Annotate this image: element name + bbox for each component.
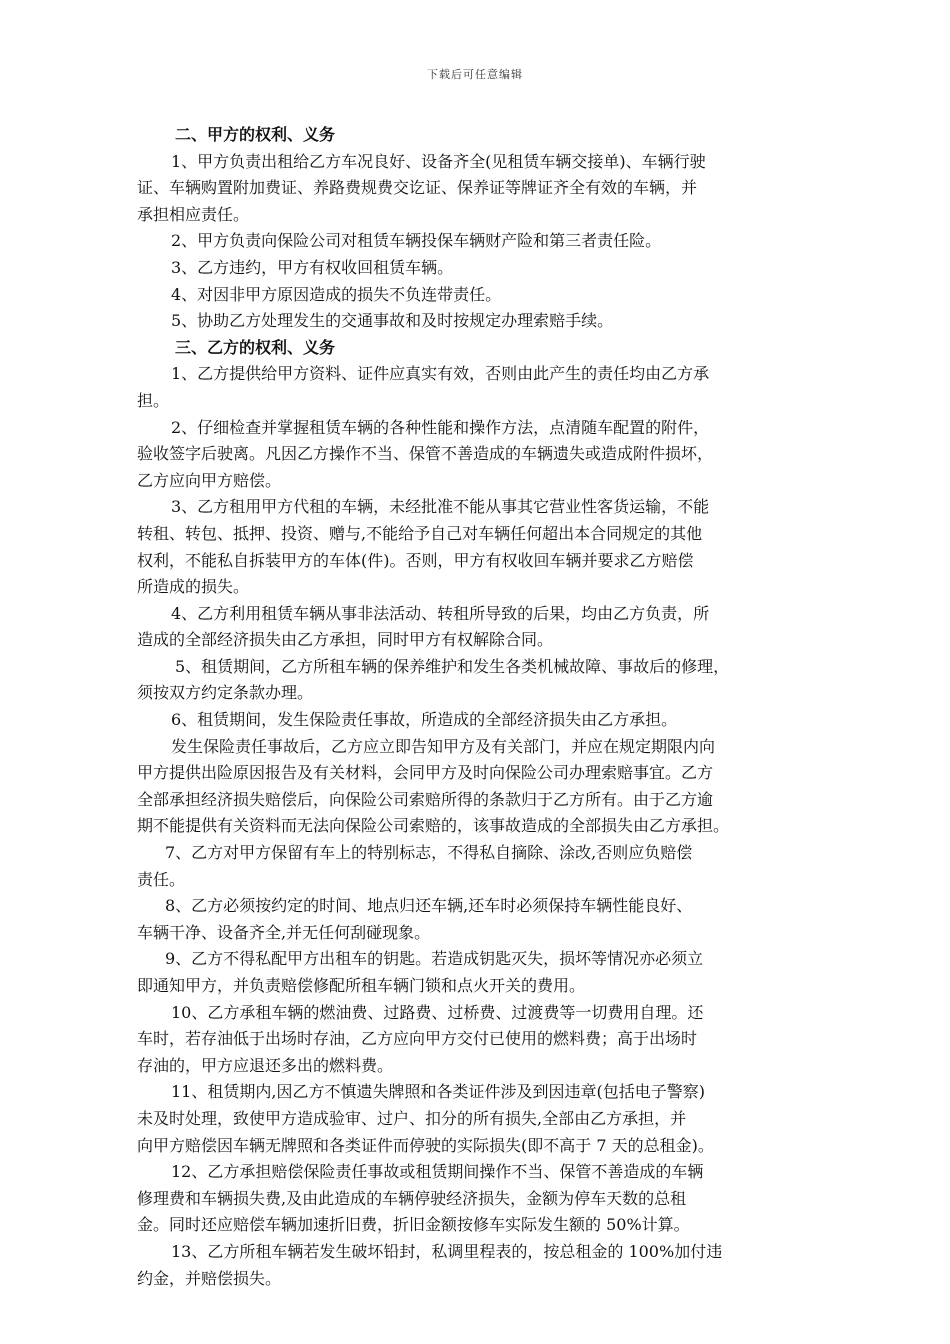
paragraph-line: 11、租赁期内,因乙方不慎遗失牌照和各类证件涉及到因违章(包括电子警察) <box>171 1082 705 1102</box>
paragraph-line: 期不能提供有关资料而无法向保险公司索赔的，该事故造成的全部损失由乙方承担。 <box>137 816 730 836</box>
section-heading: 三、乙方的权利、义务 <box>175 337 336 357</box>
paragraph-line: 约金，并赔偿损失。 <box>137 1268 282 1288</box>
paragraph-line: 全部承担经济损失赔偿后，向保险公司索赔所得的条款归于乙方所有。由于乙方逾 <box>137 789 714 809</box>
paragraph-line: 所造成的损失。 <box>137 577 250 597</box>
section-heading: 二、甲方的权利、义务 <box>175 125 336 144</box>
paragraph-line: 权利，不能私自拆装甲方的车体(件)。否则，甲方有权收回车辆并要求乙方赔偿 <box>137 550 694 570</box>
paragraph-line: 6、租赁期间，发生保险责任事故，所造成的全部经济损失由乙方承担。 <box>171 710 678 730</box>
paragraph-line: 12、乙方承担赔偿保险责任事故或租赁期间操作不当、保管不善造成的车辆 <box>171 1162 704 1182</box>
paragraph-line: 4、对因非甲方原因造成的损失不负连带责任。 <box>171 284 502 304</box>
paragraph-line: 1、乙方提供给甲方资料、证件应真实有效，否则由此产生的责任均由乙方承 <box>171 364 710 384</box>
paragraph-line: 车时，若存油低于出场时存油，乙方应向甲方交付已使用的燃料费；高于出场时 <box>137 1029 698 1049</box>
paragraph-line: 证、车辆购置附加费证、养路费规费交讫证、保养证等牌证齐全有效的车辆，并 <box>137 178 698 198</box>
paragraph-line: 5、租赁期间，乙方所租车辆的保养维护和发生各类机械故障、事故后的修理， <box>175 656 730 676</box>
paragraph-line: 发生保险责任事故后，乙方应立即告知甲方及有关部门，并应在规定期限内向 <box>171 736 716 756</box>
paragraph-line: 造成的全部经济损失由乙方承担，同时甲方有权解除合同。 <box>137 630 554 650</box>
paragraph-line: 修理费和车辆损失费,及由此造成的车辆停驶经济损失，金额为停车天数的总租 <box>137 1188 687 1208</box>
document-body <box>137 122 817 1292</box>
paragraph-line: 责任。 <box>137 869 186 889</box>
paragraph-line: 8、乙方必须按约定的时间、地点归还车辆,还车时必须保持车辆性能良好、 <box>165 896 693 916</box>
paragraph-line: 3、乙方租用甲方代租的车辆，未经批准不能从事其它营业性客货运输，不能 <box>171 497 710 517</box>
paragraph-line: 4、乙方利用租赁车辆从事非法活动、转租所导致的后果，均由乙方负责，所 <box>171 603 710 623</box>
page-header-note: 下载后可任意编辑 <box>427 68 523 81</box>
paragraph-line: 向甲方赔偿因车辆无牌照和各类证件而停驶的实际损失(即不高于 7 天的总租金)。 <box>137 1135 714 1155</box>
paragraph-line: 转租、转包、抵押、投资、赠与,不能给予自己对车辆任何超出本合同规定的其他 <box>137 523 703 543</box>
paragraph-line: 1、甲方负责出租给乙方车况良好、设备齐全(见租赁车辆交接单)、车辆行驶 <box>171 151 706 171</box>
paragraph-line: 乙方应向甲方赔偿。 <box>137 470 282 490</box>
paragraph-line: 3、乙方违约，甲方有权收回租赁车辆。 <box>171 257 454 277</box>
paragraph-line: 7、乙方对甲方保留有车上的特别标志，不得私自摘除、涂改,否则应负赔偿 <box>165 843 693 863</box>
paragraph-line: 存油的，甲方应退还多出的燃料费。 <box>137 1055 394 1075</box>
paragraph-line: 车辆干净、设备齐全,并无任何刮碰现象。 <box>137 922 431 942</box>
paragraph-line: 2、仔细检查并掌握租赁车辆的各种性能和操作方法，点清随车配置的附件， <box>171 417 710 437</box>
paragraph-line: 13、乙方所租车辆若发生破坏铅封，私调里程表的，按总租金的 100%加付违 <box>171 1241 723 1261</box>
paragraph-line: 担。 <box>137 390 170 410</box>
paragraph-line: 即通知甲方，并负责赔偿修配所租车辆门锁和点火开关的费用。 <box>137 976 586 995</box>
paragraph-line: 须按双方约定条款办理。 <box>137 683 314 703</box>
paragraph-line: 5、协助乙方处理发生的交通事故和及时按规定办理索赔手续。 <box>171 311 614 331</box>
paragraph-line: 未及时处理，致使甲方造成验审、过户、扣分的所有损失,全部由乙方承担，并 <box>137 1108 687 1128</box>
paragraph-line: 9、乙方不得私配甲方出租车的钥匙。若造成钥匙灭失，损坏等情况亦必须立 <box>165 949 704 969</box>
paragraph-line: 甲方提供出险原因报告及有关材料，会同甲方及时向保险公司办理索赔事宜。乙方 <box>137 763 714 783</box>
paragraph-line: 2、甲方负责向保险公司对租赁车辆投保车辆财产险和第三者责任险。 <box>171 231 662 251</box>
paragraph-line: 金。同时还应赔偿车辆加速折旧费，折旧金额按修车实际发生额的 50%计算。 <box>137 1215 690 1235</box>
paragraph-line: 验收签字后驶离。凡因乙方操作不当、保管不善造成的车辆遗失或造成附件损坏， <box>137 444 714 464</box>
paragraph-line: 10、乙方承租车辆的燃油费、过路费、过桥费、过渡费等一切费用自理。还 <box>171 1002 704 1022</box>
paragraph-line: 承担相应责任。 <box>137 204 250 224</box>
